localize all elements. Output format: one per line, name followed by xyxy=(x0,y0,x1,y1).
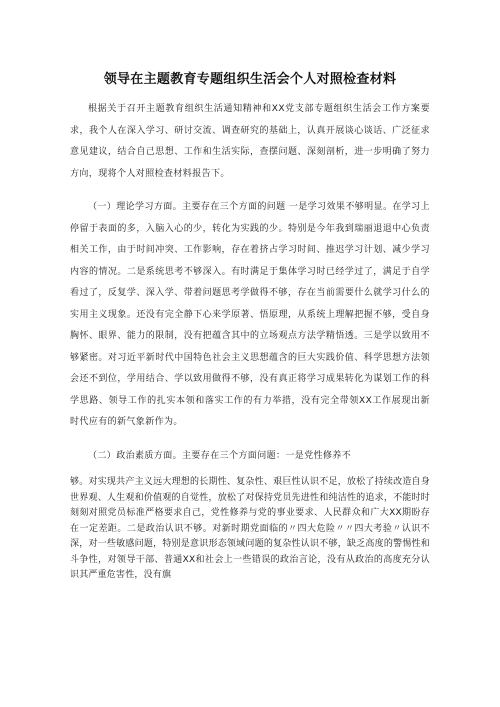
theory-study-paragraph: （一）理论学习方面。主要存在三个方面的问题 一是学习效果不够明显。在学习上停留于表面的多，入脑入心的少，转化为实践的少。特别是今年我到瑞丽退退中心负责相关工作，由于时间冲突、工作影响，存在着挤占学习时间、推迟学习计划、减少学习内容的情况。二是系统思考不够深入。有时满足于集体学习时已经学过了，满足于自学看过了，反复学、深入学、带着问题思考学做得不够，存在当前需要什么就学习什么的实用主义现象。还没有完全静下心来学原著、悟原理，从系统上理解把握不够，受自身胸怀、眼界、能力的限制，没有把蕴含其中的立场观点方法学精悟透。三是学以致用不够紧密。对习近平新时代中国特色社会主义思想蕴含的巨大实践价值、科学思想方法领会还不到位，学用结合、学以致用做得不够，没有真正将学习成果转化为谋划工作的科学思路、领导工作的扎实本领和落实工作的有力举措，没有完全带领XX工作展现出新时代应有的新气象新作为。 xyxy=(70,202,430,427)
document-title: 领导在主题教育专题组织生活会个人对照检查材料 xyxy=(103,72,397,87)
political-quality-body-paragraph: 够。对实现共产主义远大理想的长期性、复杂性、艰巨性认识不足，放松了持续改造自身世界观、人生观和价值观的自觉性，放松了对保持党员先进性和纯洁性的追求，不能时时刻刻对照党员标准严格要求自己，党性修养与党的事业要求、人民群众和广大XX期盼存在一定差距。二是政治认识不够。对新时期党面临的〃四大危险〃〃四大考验〃认识不深，对一些敏感问题，特别是意识形态领域问题的复杂性认识不够，缺乏高度的警惕性和斗争性，对领导干部、普通XX和社会上一些错误的政治言论，没有从政治的高度充分认识其严重危害性，没有旗 xyxy=(70,477,430,580)
political-quality-heading-paragraph: （二）政治素质方面。主要存在三个方面问题：一是党性修养不 xyxy=(88,450,352,461)
intro-paragraph: 根据关于召开主题教育组织生活通知精神和XX党支部专题组织生活会工作方案要求，我个人在深入学习、研讨交流、调查研究的基础上，认真开展谈心谈话、广泛征求意见建议，结合自己思想、工作和生活实际，查摆问题、深刻剖析，进一步明确了努力方向，现将个人对照检查材料报告下。 xyxy=(70,104,430,179)
